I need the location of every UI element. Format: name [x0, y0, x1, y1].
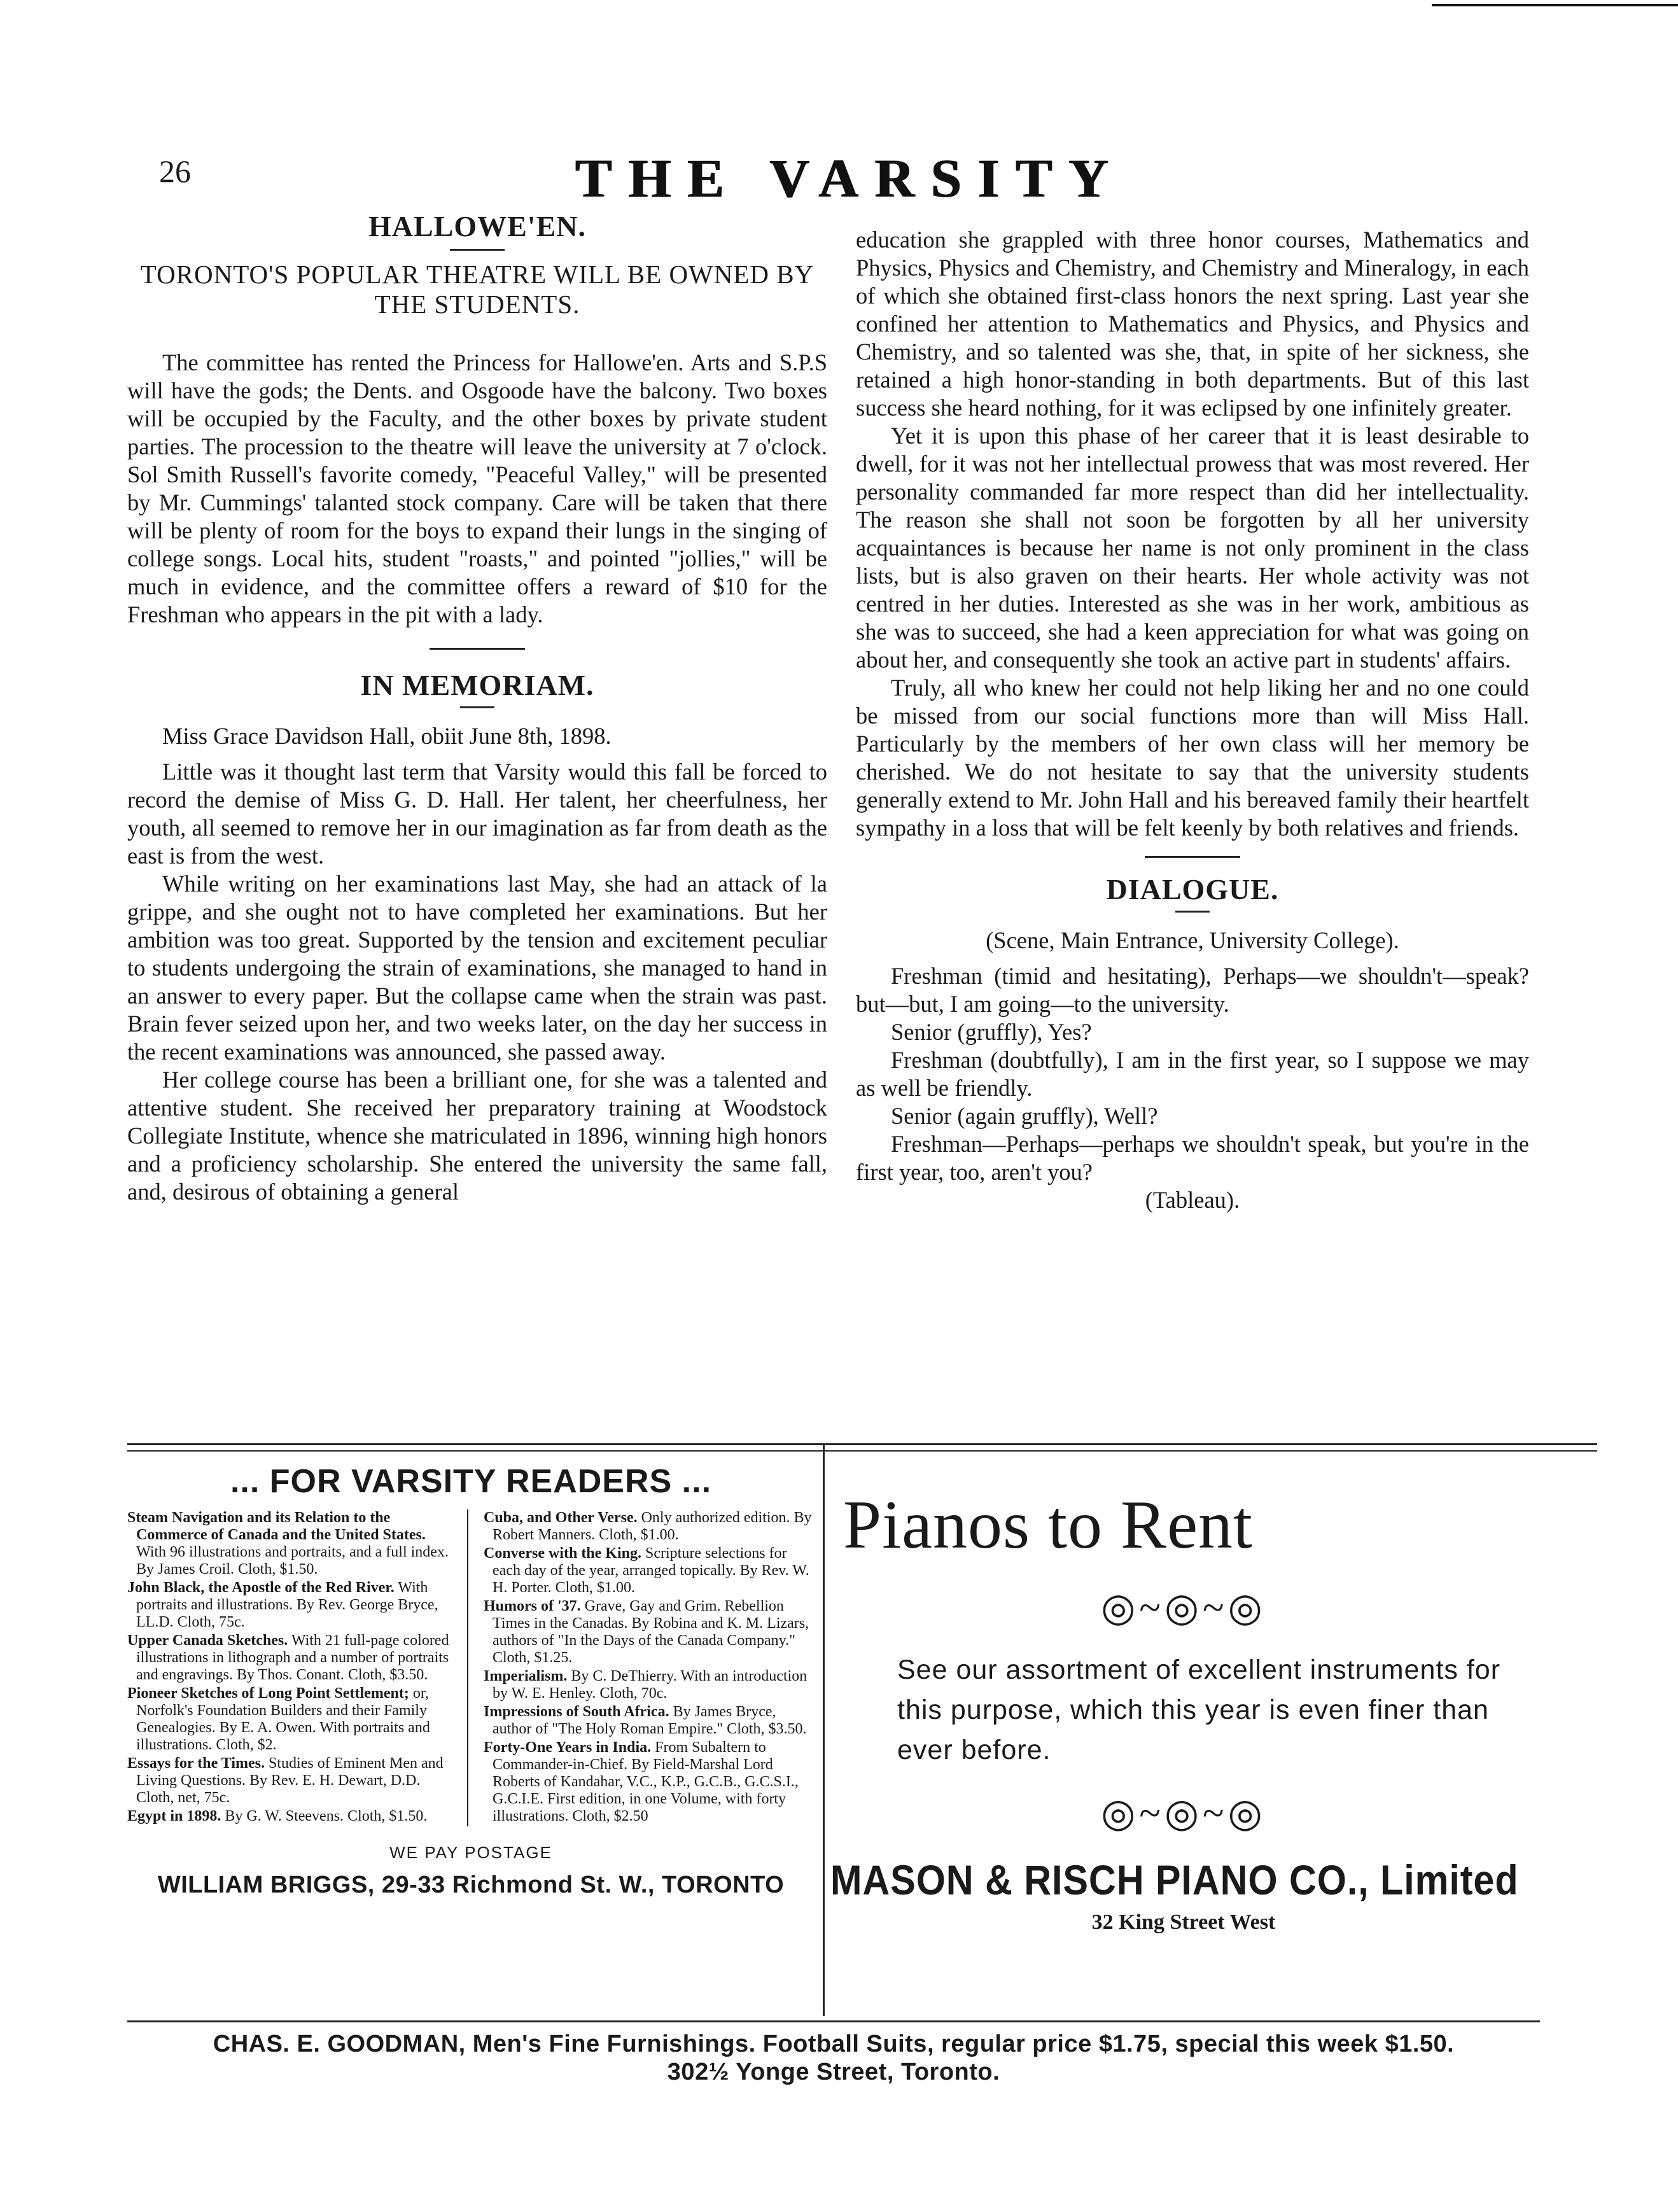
halloween-subtitle: TORONTO'S POPULAR THEATRE WILL BE OWNED BY THE STUDENTS.	[140, 259, 815, 319]
dialogue-article	[856, 873, 1529, 1214]
dialogue-line: Senior (again gruffly), Well?	[891, 1102, 1158, 1129]
book-entry	[127, 1579, 458, 1631]
halloween-title: HALLOWE'EN.	[368, 210, 586, 242]
memoriam-title: IN MEMORIAM.	[360, 669, 594, 702]
dialogue-line: Senior (gruffly), Yes?	[891, 1018, 1092, 1045]
title-rule	[460, 706, 494, 708]
book-title: Essays for the Times.	[127, 1755, 265, 1772]
briggs-advertisement	[127, 1457, 815, 1899]
dialogue-title: DIALOGUE.	[1106, 873, 1279, 906]
book-description: Scripture selections for each day of the year, arranged topically. By Rev. W. H. Porter. Cloth, $1.00.	[493, 1545, 809, 1596]
section-divider	[1145, 856, 1240, 858]
goodman-advertisement	[95, 2030, 1572, 2086]
book-description: From Subaltern to Commander-in-Chief. By Field-Marshal Lord Roberts of Kandahar, V.C., K.P., G.C.B., G.C.S.I., G.C.I.E. First edition, in one Volume, with forty illustrations. Cloth, $2.50	[493, 1739, 799, 1824]
spiral-ornament-icon: ◎~◎~◎	[1101, 1586, 1266, 1630]
book-title: Impressions of South Africa.	[484, 1704, 669, 1720]
title-rule	[450, 249, 505, 251]
book-description: or, Norfolk's Foundation Builders and their Family Genealogies. By E. A. Owen. With portraits and illustrations. Cloth, $2.	[136, 1685, 430, 1753]
dialogue-closing: (Tableau).	[1145, 1186, 1240, 1213]
memoriam-paragraph-5: Truly, all who knew her could not help liking her and no one could be missed from our social functions more than will Miss Hall. Particularly by the members of her own class will her memory be cherished. We do not hesitate to say that the university students generally extend to Mr. John Hall and his bereaved family their heartfelt sympathy in a loss that will be felt keenly by both relatives and friends.	[856, 675, 1529, 841]
ad-separator-rule	[127, 1443, 1597, 1445]
piano-headline: Pianos to Rent	[843, 1487, 1254, 1563]
goodman-line-2: 302½ Yonge Street, Toronto.	[667, 2059, 1000, 2085]
book-description: By James Bryce, author of "The Holy Roman Empire." Cloth, $3.50.	[493, 1704, 807, 1737]
memoriam-dedication: Miss Grace Davidson Hall, obiit June 8th, 1898.	[162, 723, 612, 750]
ad-column-rule	[823, 1443, 825, 2016]
postage-note: WE PAY POSTAGE	[389, 1843, 552, 1862]
book-entry	[484, 1704, 815, 1738]
halloween-article	[127, 210, 827, 629]
book-entry	[127, 1509, 458, 1578]
book-description: By C. DeThierry. With an introduction by W. E. Henley. Cloth, 70c.	[493, 1668, 808, 1702]
book-description: With 21 full-page colored illustrations in lithograph and a number of portraits and engravings. By Thos. Conant. Cloth, $3.50.	[136, 1632, 449, 1683]
left-column	[127, 210, 827, 1206]
book-description: With 96 illustrations and portraits, and a full index. By James Croil. Cloth, $1.50.	[136, 1544, 449, 1578]
book-title: Cuba, and Other Verse.	[484, 1509, 638, 1526]
book-title: Steam Navigation and its Relation to the Commerce of Canada and the United States.	[127, 1509, 426, 1543]
goodman-line-1: CHAS. E. GOODMAN, Men's Fine Furnishings. Football Suits, regular price $1.75, special this week $1.50.	[213, 2031, 1455, 2057]
book-entry	[127, 1808, 458, 1825]
masthead-title: THE VARSITY	[575, 148, 1124, 209]
book-list	[127, 1509, 815, 1826]
book-title: Imperialism.	[484, 1668, 568, 1684]
book-list-right	[484, 1509, 815, 1826]
book-entry	[484, 1509, 815, 1544]
book-title: Egypt in 1898.	[127, 1808, 221, 1824]
title-rule	[1175, 911, 1210, 913]
book-list-left	[127, 1509, 468, 1826]
book-entry	[484, 1545, 815, 1597]
masthead	[547, 146, 1152, 209]
top-edge-rule	[1432, 4, 1678, 6]
piano-company-name: MASON & RISCH PIANO CO., Limited	[830, 1856, 1519, 1903]
book-entry	[127, 1755, 458, 1807]
piano-advertisement	[830, 1457, 1537, 1935]
book-entry	[484, 1739, 815, 1825]
book-title: John Black, the Apostle of the Red River.	[127, 1579, 395, 1596]
book-title: Humors of '37.	[484, 1598, 581, 1614]
book-title: Pioneer Sketches of Long Point Settlement;	[127, 1685, 409, 1702]
book-entry	[127, 1685, 458, 1754]
dialogue-line: Freshman (timid and hesitating), Perhaps—we shouldn't—speak? but—but, I am going—to the university.	[856, 962, 1529, 1017]
piano-company-address: 32 King Street West	[1091, 1910, 1276, 1934]
briggs-ad-title: ... FOR VARSITY READERS ...	[230, 1463, 712, 1500]
book-description: Grave, Gay and Grim. Rebellion Times in the Canadas. By Robina and K. M. Lizars, authors of "In the Days of the Canada Company." Cloth, $1.25.	[493, 1598, 809, 1666]
memoriam-article	[127, 669, 827, 1206]
piano-body-text: See our assortment of excellent instruments for this purpose, which this year is even finer than ever before.	[897, 1655, 1501, 1765]
book-entry	[484, 1668, 815, 1702]
book-description: With portraits and illustrations. By Rev. George Bryce, LL.D. Cloth, 75c.	[136, 1579, 438, 1630]
page-number: 26	[159, 153, 191, 189]
book-title: Forty-One Years in India.	[484, 1739, 652, 1756]
ad-separator-rule	[127, 1450, 1597, 1452]
publisher-address: WILLIAM BRIGGS, 29-33 Richmond St. W., TORONTO	[157, 1872, 785, 1898]
right-column	[856, 226, 1529, 1214]
spiral-ornament-icon: ◎~◎~◎	[1101, 1792, 1266, 1835]
halloween-body: The committee has rented the Princess for Hallowe'en. Arts and S.P.S will have the gods; the Dents. and Osgoode have the balcony. Two boxes will be occupied by the Faculty, and the other boxes by private student parties. The procession to the theatre will leave the university at 7 o'clock. Sol Smith Russell's favorite comedy, "Peaceful Valley," will be presented by Mr. Cummings' talanted stock company. Care will be taken that there will be plenty of room for the boys to expand their lungs in the singing of college songs. Local hits, student "roasts," and pointed "jollies," will be much in evidence, and the committee offers a reward of $10 for the Freshman who appears in the pit with a lady.	[127, 349, 827, 628]
book-title: Converse with the King.	[484, 1545, 641, 1562]
book-description: Studies of Eminent Men and Living Questions. By Rev. E. H. Dewart, D.D. Cloth, net, 75c.	[136, 1755, 444, 1806]
memoriam-paragraph-3: Her college course has been a brilliant one, for she was a talented and attentive student. She received her preparatory training at Woodstock Collegiate Institute, whence she matriculated in 1896, winning high honors and a proficiency scholarship. She entered the university the same fall, and, desirous of obtaining a general	[127, 1067, 827, 1205]
memoriam-paragraph-3-continued: education she grappled with three honor courses, Mathematics and Physics, Physics and Chemistry, and Chemistry and Mineralogy, in each of which she obtained first-class honors the next spring. Last year she confined her attention to Mathematics and Physics, and Physics and Chemistry, and so talented was she, that, in spite of her sickness, she retained a high honor-standing in both departments. But of this last success she heard nothing, for it was eclipsed by one infinitely greater.	[856, 227, 1529, 421]
book-description: Only authorized edition. By Robert Manners. Cloth, $1.00.	[493, 1509, 812, 1543]
book-title: Upper Canada Sketches.	[127, 1632, 288, 1649]
footer-rule	[127, 2020, 1540, 2022]
dialogue-line: Freshman (doubtfully), I am in the first year, so I suppose we may as well be friendly.	[856, 1046, 1529, 1101]
book-entry	[127, 1632, 458, 1684]
section-divider	[430, 648, 525, 650]
memoriam-paragraph-2: While writing on her examinations last May, she had an attack of la grippe, and she ought not to have completed her examinations. But her ambition was too great. Supported by the tension and excitement peculiar to students undergoing the strain of examinations, she managed to hand in an answer to every paper. But the collapse came when the strain was past. Brain fever seized upon her, and two weeks later, on the day her success in the recent examinations was announced, she passed away.	[127, 871, 827, 1065]
memoriam-paragraph-1: Little was it thought last term that Varsity would this fall be forced to record the demise of Miss G. D. Hall. Her talent, her cheerfulness, her youth, all seemed to remove her in our imagination as far from death as the east is from the west.	[127, 759, 827, 869]
book-description: By G. W. Steevens. Cloth, $1.50.	[225, 1808, 428, 1824]
memoriam-paragraph-4: Yet it is upon this phase of her career that it is least desirable to dwell, for it was not her intellectual prowess that was most revered. Her personality commanded far more respect than did her intellectuality. The reason she shall not soon be forgotten by all her university acquaintances is because her name is not only prominent in the class lists, but is also graven on their hearts. Her whole activity was not centred in her duties. Interested as she was in her work, ambitious as she was to succeed, she had a keen appreciation for what was going on about her, and consequently she took an active part in students' affairs.	[856, 423, 1529, 673]
dialogue-scene: (Scene, Main Entrance, University College).	[986, 927, 1399, 953]
book-entry	[484, 1598, 815, 1667]
dialogue-line: Freshman—Perhaps—perhaps we shouldn't speak, but you're in the first year, too, aren't you?	[856, 1130, 1529, 1185]
